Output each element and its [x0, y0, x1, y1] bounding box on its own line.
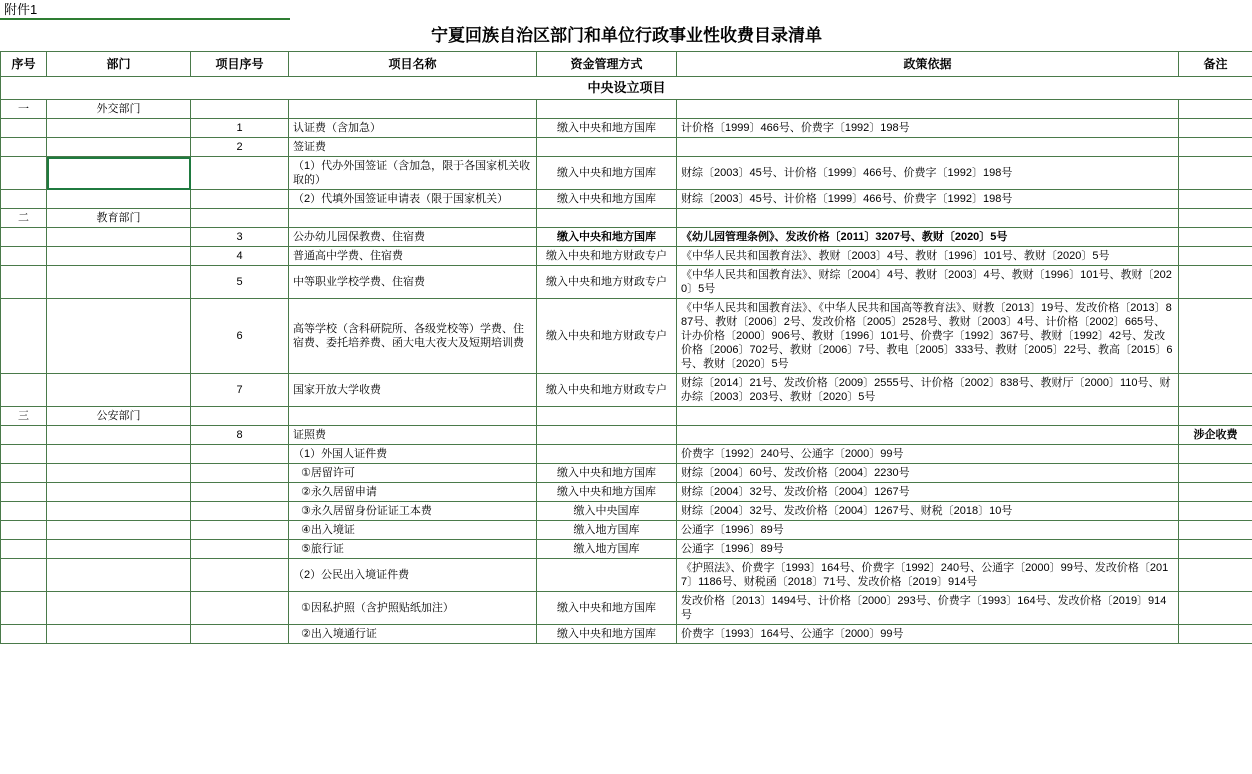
cell-seq[interactable]: [1, 521, 47, 540]
cell-item-no[interactable]: [191, 209, 289, 228]
cell-remark[interactable]: [1179, 119, 1252, 138]
cell-item-name[interactable]: ②出入境通行证: [289, 625, 537, 644]
cell-seq[interactable]: [1, 228, 47, 247]
table-row[interactable]: [1, 299, 1252, 374]
cell-department[interactable]: [47, 266, 191, 299]
cell-item-no[interactable]: [191, 190, 289, 209]
cell-remark[interactable]: [1179, 247, 1252, 266]
cell-seq[interactable]: [1, 502, 47, 521]
cell-fund-management[interactable]: 缴入中央和地方财政专户: [537, 299, 677, 374]
cell-policy-basis[interactable]: 《中华人民共和国教育法》、教财〔2003〕4号、教财〔1996〕101号、教财〔2020〕5号: [677, 247, 1179, 266]
table-row[interactable]: [1, 625, 1252, 644]
cell-remark[interactable]: [1179, 592, 1252, 625]
cell-remark[interactable]: [1179, 228, 1252, 247]
cell-department[interactable]: [47, 138, 191, 157]
cell-fund-management[interactable]: [537, 426, 677, 445]
cell-department[interactable]: [47, 247, 191, 266]
cell-item-name[interactable]: 证照费: [289, 426, 537, 445]
table-row[interactable]: [1, 464, 1252, 483]
cell-department[interactable]: [47, 464, 191, 483]
cell-seq[interactable]: [1, 592, 47, 625]
cell-item-no[interactable]: [191, 445, 289, 464]
cell-policy-basis[interactable]: 价费字〔1992〕240号、公通字〔2000〕99号: [677, 445, 1179, 464]
cell-seq[interactable]: [1, 625, 47, 644]
table-row[interactable]: [1, 266, 1252, 299]
cell-department[interactable]: 外交部门: [47, 100, 191, 119]
table-row[interactable]: [1, 426, 1252, 445]
cell-seq[interactable]: [1, 190, 47, 209]
cell-department[interactable]: [47, 119, 191, 138]
column-guide-right: [198, 18, 290, 20]
cell-policy-basis[interactable]: [677, 209, 1179, 228]
cell-seq[interactable]: [1, 374, 47, 407]
cell-item-no[interactable]: 4: [191, 247, 289, 266]
cell-remark[interactable]: [1179, 157, 1252, 190]
cell-policy-basis[interactable]: [677, 100, 1179, 119]
cell-fund-management[interactable]: 缴入中央和地方国库: [537, 464, 677, 483]
cell-department[interactable]: [47, 190, 191, 209]
cell-department[interactable]: [47, 157, 191, 190]
cell-remark[interactable]: [1179, 483, 1252, 502]
cell-department[interactable]: [47, 559, 191, 592]
table-row[interactable]: [1, 502, 1252, 521]
cell-seq[interactable]: [1, 483, 47, 502]
table-row[interactable]: [1, 157, 1252, 190]
cell-item-no[interactable]: 7: [191, 374, 289, 407]
cell-item-name[interactable]: 高等学校（含科研院所、各级党校等）学费、住宿费、委托培养费、函大电大夜大及短期培训费: [289, 299, 537, 374]
cell-fund-management[interactable]: 缴入中央和地方国库: [537, 157, 677, 190]
cell-item-name[interactable]: 公办幼儿园保教费、住宿费: [289, 228, 537, 247]
cell-policy-basis[interactable]: 财综〔2003〕45号、计价格〔1999〕466号、价费字〔1992〕198号: [677, 190, 1179, 209]
cell-policy-basis[interactable]: [677, 426, 1179, 445]
cell-fund-management[interactable]: [537, 138, 677, 157]
cell-policy-basis[interactable]: 《幼儿园管理条例》、发改价格〔2011〕3207号、教财〔2020〕5号: [677, 228, 1179, 247]
cell-item-no[interactable]: 8: [191, 426, 289, 445]
cell-item-name[interactable]: 中等职业学校学费、住宿费: [289, 266, 537, 299]
cell-seq[interactable]: [1, 540, 47, 559]
cell-item-no[interactable]: [191, 483, 289, 502]
cell-remark[interactable]: [1179, 559, 1252, 592]
column-header: 部门: [47, 52, 191, 77]
cell-seq[interactable]: 二: [1, 209, 47, 228]
cell-department[interactable]: [47, 426, 191, 445]
table-header-row: [1, 52, 1252, 77]
table-row[interactable]: [1, 119, 1252, 138]
cell-remark[interactable]: [1179, 299, 1252, 374]
table-row[interactable]: [1, 540, 1252, 559]
cell-item-name[interactable]: （1）外国人证件费: [289, 445, 537, 464]
table-row[interactable]: [1, 228, 1252, 247]
cell-policy-basis[interactable]: [677, 138, 1179, 157]
cell-fund-management[interactable]: 缴入中央和地方财政专户: [537, 266, 677, 299]
cell-item-name[interactable]: 签证费: [289, 138, 537, 157]
fee-catalog-table: [0, 21, 1252, 644]
cell-remark[interactable]: [1179, 540, 1252, 559]
table-row[interactable]: [1, 209, 1252, 228]
cell-fund-management[interactable]: 缴入中央和地方财政专户: [537, 374, 677, 407]
cell-item-no[interactable]: [191, 559, 289, 592]
cell-department[interactable]: 教育部门: [47, 209, 191, 228]
cell-fund-management[interactable]: 缴入中央和地方国库: [537, 483, 677, 502]
cell-department[interactable]: [47, 445, 191, 464]
cell-item-name[interactable]: 普通高中学费、住宿费: [289, 247, 537, 266]
cell-policy-basis[interactable]: 计价格〔1999〕466号、价费字〔1992〕198号: [677, 119, 1179, 138]
cell-policy-basis[interactable]: 公通字〔1996〕89号: [677, 540, 1179, 559]
cell-fund-management[interactable]: [537, 559, 677, 592]
cell-seq[interactable]: 一: [1, 100, 47, 119]
cell-fund-management[interactable]: [537, 209, 677, 228]
cell-item-no[interactable]: [191, 464, 289, 483]
cell-policy-basis[interactable]: 价费字〔1993〕164号、公通字〔2000〕99号: [677, 625, 1179, 644]
cell-fund-management[interactable]: 缴入中央国库: [537, 502, 677, 521]
cell-item-no[interactable]: 3: [191, 228, 289, 247]
column-guide-left: [0, 18, 198, 20]
cell-item-name[interactable]: [289, 209, 537, 228]
section-header-label: 中央设立项目: [1, 77, 1252, 100]
table-row[interactable]: [1, 407, 1252, 426]
table-row[interactable]: [1, 559, 1252, 592]
cell-remark[interactable]: [1179, 502, 1252, 521]
cell-remark[interactable]: 涉企收费: [1179, 426, 1252, 445]
cell-item-no[interactable]: 6: [191, 299, 289, 374]
cell-seq[interactable]: [1, 445, 47, 464]
cell-item-no[interactable]: [191, 625, 289, 644]
fee-catalog-sheet: [0, 21, 1252, 644]
cell-seq[interactable]: [1, 138, 47, 157]
cell-item-no[interactable]: [191, 100, 289, 119]
cell-seq[interactable]: [1, 464, 47, 483]
cell-item-name[interactable]: [289, 407, 537, 426]
section-header-row: [1, 77, 1252, 100]
cell-item-no[interactable]: [191, 540, 289, 559]
cell-seq[interactable]: [1, 247, 47, 266]
cell-department[interactable]: 公安部门: [47, 407, 191, 426]
cell-fund-management[interactable]: 缴入地方国库: [537, 540, 677, 559]
cell-item-no[interactable]: 5: [191, 266, 289, 299]
cell-fund-management[interactable]: [537, 445, 677, 464]
cell-remark[interactable]: [1179, 407, 1252, 426]
cell-department[interactable]: [47, 502, 191, 521]
cell-department[interactable]: [47, 540, 191, 559]
cell-item-name[interactable]: （2）公民出入境证件费: [289, 559, 537, 592]
cell-seq[interactable]: [1, 299, 47, 374]
table-row[interactable]: [1, 138, 1252, 157]
cell-fund-management[interactable]: 缴入中央和地方国库: [537, 119, 677, 138]
cell-item-no[interactable]: [191, 521, 289, 540]
cell-seq[interactable]: [1, 266, 47, 299]
cell-policy-basis[interactable]: 财综〔2014〕21号、发改价格〔2009〕2555号、计价格〔2002〕838号、教财厅〔2000〕110号、财办综〔2003〕203号、教财〔2020〕5号: [677, 374, 1179, 407]
cell-item-no[interactable]: [191, 592, 289, 625]
cell-seq[interactable]: [1, 119, 47, 138]
table-row[interactable]: [1, 374, 1252, 407]
cell-policy-basis[interactable]: 发改价格〔2013〕1494号、计价格〔2000〕293号、价费字〔1993〕164号、发改价格〔2019〕914号: [677, 592, 1179, 625]
cell-policy-basis[interactable]: 财综〔2004〕60号、发改价格〔2004〕2230号: [677, 464, 1179, 483]
column-header: 政策依据: [677, 52, 1179, 77]
cell-remark[interactable]: [1179, 374, 1252, 407]
cell-remark[interactable]: [1179, 209, 1252, 228]
cell-fund-management[interactable]: 缴入中央和地方国库: [537, 228, 677, 247]
cell-item-name[interactable]: ③永久居留身份证证工本费: [289, 502, 537, 521]
cell-fund-management[interactable]: 缴入中央和地方国库: [537, 592, 677, 625]
cell-remark[interactable]: [1179, 521, 1252, 540]
cell-policy-basis[interactable]: 公通字〔1996〕89号: [677, 521, 1179, 540]
column-header: 序号: [1, 52, 47, 77]
cell-remark[interactable]: [1179, 625, 1252, 644]
cell-department[interactable]: [47, 521, 191, 540]
cell-seq[interactable]: [1, 426, 47, 445]
cell-department[interactable]: [47, 625, 191, 644]
cell-item-no[interactable]: [191, 502, 289, 521]
cell-item-name[interactable]: ①因私护照（含护照贴纸加注）: [289, 592, 537, 625]
cell-item-name[interactable]: （1）代办外国签证（含加急，限于各国家机关收取的）: [289, 157, 537, 190]
cell-item-no[interactable]: [191, 157, 289, 190]
cell-department[interactable]: [47, 374, 191, 407]
cell-policy-basis[interactable]: 《中华人民共和国教育法》、《中华人民共和国高等教育法》、财教〔2013〕19号、发改价格〔2013〕887号、教财〔2006〕2号、发改价格〔2005〕2528号、教财〔2003〕4号、计价格〔2002〕665号、计办价格〔2000〕906号、教财〔1996〕101号、价费字〔1992〕367号、教财〔1992〕42号、发改价格〔2006〕702号、教财〔2006〕7号、教电〔2005〕333号、教财〔2005〕22号、教高〔2015〕6号、教财〔2020〕5号: [677, 299, 1179, 374]
cell-remark[interactable]: [1179, 100, 1252, 119]
cell-item-name[interactable]: ⑤旅行证: [289, 540, 537, 559]
cell-remark[interactable]: [1179, 464, 1252, 483]
cell-item-no[interactable]: 1: [191, 119, 289, 138]
cell-fund-management[interactable]: 缴入中央和地方国库: [537, 625, 677, 644]
cell-policy-basis[interactable]: 财综〔2004〕32号、发改价格〔2004〕1267号、财税〔2018〕10号: [677, 502, 1179, 521]
cell-remark[interactable]: [1179, 266, 1252, 299]
cell-item-no[interactable]: 2: [191, 138, 289, 157]
table-row[interactable]: [1, 592, 1252, 625]
cell-seq[interactable]: [1, 157, 47, 190]
cell-item-name[interactable]: ①居留许可: [289, 464, 537, 483]
cell-policy-basis[interactable]: 《护照法》、价费字〔1993〕164号、价费字〔1992〕240号、公通字〔2000〕99号、发改价格〔2017〕1186号、财税函〔2018〕71号、发改价格〔2019〕914号: [677, 559, 1179, 592]
column-header: 项目序号: [191, 52, 289, 77]
cell-policy-basis[interactable]: 财综〔2003〕45号、计价格〔1999〕466号、价费字〔1992〕198号: [677, 157, 1179, 190]
cell-department[interactable]: [47, 299, 191, 374]
cell-remark[interactable]: [1179, 190, 1252, 209]
cell-policy-basis[interactable]: [677, 407, 1179, 426]
cell-remark[interactable]: [1179, 138, 1252, 157]
cell-policy-basis[interactable]: 《中华人民共和国教育法》、财综〔2004〕4号、教财〔2003〕4号、教财〔1996〕101号、教财〔2020〕5号: [677, 266, 1179, 299]
column-header: 资金管理方式: [537, 52, 677, 77]
cell-department[interactable]: [47, 228, 191, 247]
cell-fund-management[interactable]: 缴入地方国库: [537, 521, 677, 540]
document-title: 宁夏回族自治区部门和单位行政事业性收费目录清单: [1, 21, 1252, 52]
table-row[interactable]: [1, 190, 1252, 209]
cell-item-name[interactable]: 国家开放大学收费: [289, 374, 537, 407]
cell-item-no[interactable]: [191, 407, 289, 426]
cell-department[interactable]: [47, 483, 191, 502]
table-row[interactable]: [1, 100, 1252, 119]
cell-policy-basis[interactable]: 财综〔2004〕32号、发改价格〔2004〕1267号: [677, 483, 1179, 502]
table-row[interactable]: [1, 521, 1252, 540]
table-row[interactable]: [1, 247, 1252, 266]
cell-fund-management[interactable]: [537, 100, 677, 119]
cell-item-name[interactable]: [289, 100, 537, 119]
column-header: 项目名称: [289, 52, 537, 77]
cell-item-name[interactable]: 认证费（含加急）: [289, 119, 537, 138]
table-row[interactable]: [1, 483, 1252, 502]
column-header: 备注: [1179, 52, 1252, 77]
attachment-label: 附件1: [4, 2, 38, 17]
cell-item-name[interactable]: （2）代填外国签证申请表（限于国家机关）: [289, 190, 537, 209]
cell-fund-management[interactable]: 缴入中央和地方国库: [537, 190, 677, 209]
cell-item-name[interactable]: ②永久居留申请: [289, 483, 537, 502]
cell-seq[interactable]: 三: [1, 407, 47, 426]
cell-seq[interactable]: [1, 559, 47, 592]
cell-fund-management[interactable]: 缴入中央和地方财政专户: [537, 247, 677, 266]
cell-remark[interactable]: [1179, 445, 1252, 464]
table-row[interactable]: [1, 445, 1252, 464]
cell-item-name[interactable]: ④出入境证: [289, 521, 537, 540]
cell-department[interactable]: [47, 592, 191, 625]
cell-fund-management[interactable]: [537, 407, 677, 426]
